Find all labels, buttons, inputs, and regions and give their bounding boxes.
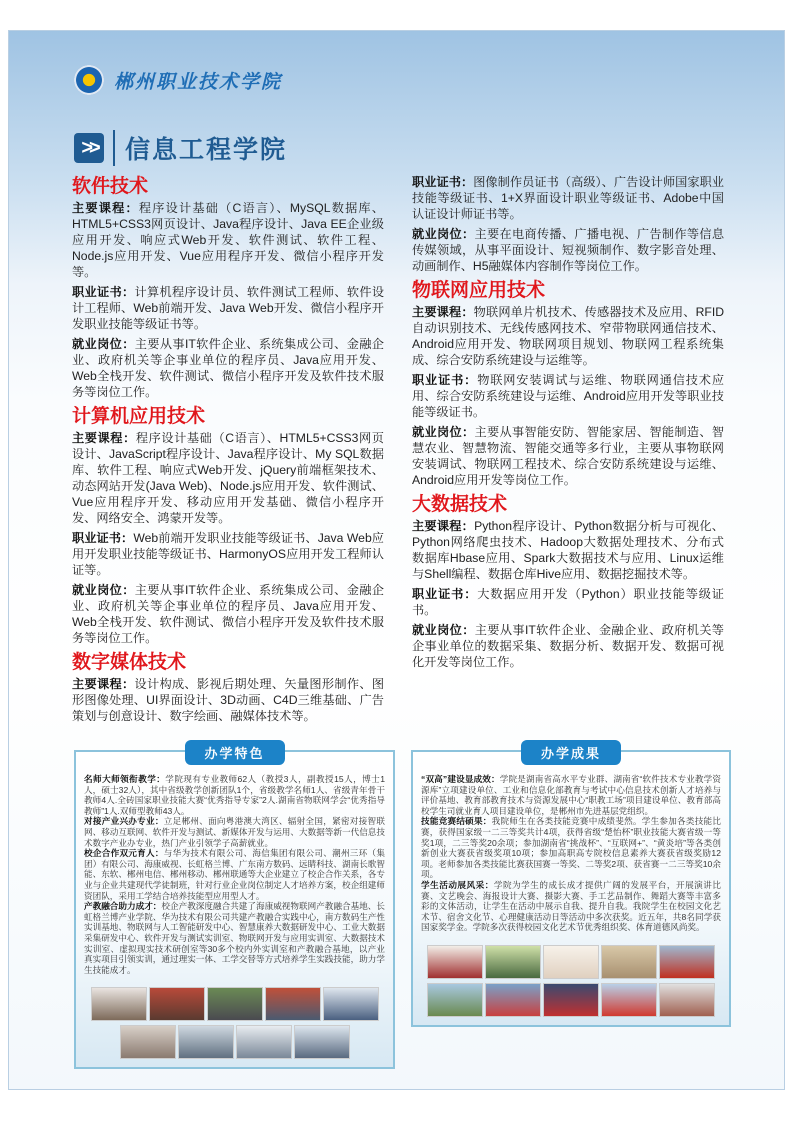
paragraph-label: 技能竞赛结硕果： [421, 816, 492, 827]
features-box [74, 746, 395, 1069]
photo [91, 987, 147, 1021]
paragraph-text: 学院现有专业教师62人（教授3人，副教授15人，博士1人，硕士32人），其中省级教学创新团队1个，省级教学名师1人、省级青年骨干教师4人.全砖国家职业技能大赛“优秀指导专家”2人.湖南省物联网学会“优秀指导教师”1人.双师型教师43人。 [84, 774, 385, 816]
achievements-body [421, 774, 721, 933]
features-photos-row [84, 1025, 385, 1059]
paragraph-text: Python程序设计、Python数据分析与可视化、Python网络爬虫技术、Hadoop大数据处理技术、分布式数据库Hbase应用、Spark大数据技术与应用、Linux运维与Shell编程、数据仓库Hive应用、数据挖掘技术等。 [412, 519, 724, 581]
photo [207, 987, 263, 1021]
paragraph-label: 主要课程： [412, 305, 474, 319]
paragraph-label: 名师大师领衔教学： [84, 774, 166, 784]
paragraph-label: 就业岗位： [412, 425, 475, 439]
paragraph-text: 主要从事IT软件企业、系统集成公司、金融企业、政府机关等企事业单位的程序员、Java应用开发、Web全栈开发、软件测试、微信小程序开发及软件技术服务等岗位工作。 [72, 337, 384, 399]
paragraph-text: 图像制作员证书（高级）、广告设计师国家职业技能等级证书、1+X界面设计职业等级证书、Adobe中国认证设计师证书等。 [412, 175, 724, 221]
paragraph-text: Web前端开发职业技能等级证书、Java Web应用开发职业技能等级证书、HarmonyOS应用开发工程师认证等。 [72, 531, 384, 577]
school-logo [74, 65, 282, 95]
double-chevron-icon: >> [74, 133, 104, 163]
certificate-photo [543, 945, 599, 979]
paragraph-label: 主要课程： [412, 519, 475, 533]
features-paragraph [84, 774, 385, 816]
paragraph-label: “双高”建设显成效： [421, 774, 500, 784]
paragraph-label: 职业证书： [412, 175, 474, 189]
major-heading: 数字媒体技术 [72, 652, 187, 673]
photo [601, 983, 657, 1017]
paragraph-text: 与华为技术有限公司、海信集团有限公司、潮州三环（集团）有限公司、海康威视、长虹格兰博、广东南方数码、远睛科技、湖南长歌智能、东软、郴州电信、郴州移动、郴州联通等大企业建立了校企合作关系，各专业与企业共建现代学徒制班，针对行业企业岗位制定人才培养方案，校企组建师资团队，采用工学结合培养技能型应用型人才。 [84, 848, 385, 901]
paragraph-text: 程序设计基础（C语言）、HTML5+CSS3网页设计、JavaScript程序设计、Java程序设计、My SQL数据库、软件工程、响应式Web开发、jQuery前端框架技术、动态网站开发(Java Web)、Node.js应用开发、软件测试、Vue应用程序开发、移动应用开发基础、微信小程序开发、网络安全、鸿蒙开发等。 [72, 431, 384, 525]
photo [543, 983, 599, 1017]
paragraph-text: 物联网安装调试与运维、物联网通信技术应用、综合安防系统建设与运维、Android应用开发等职业技能等级证书。 [412, 373, 725, 419]
major-heading: 计算机应用技术 [72, 406, 206, 427]
photo [120, 1025, 176, 1059]
features-paragraph [84, 816, 385, 848]
paragraph-label: 产教融合助力成才： [84, 901, 162, 912]
photo [427, 945, 483, 979]
major-paragraph [412, 424, 724, 488]
paragraph-label: 主要课程： [72, 201, 139, 215]
major-heading: 大数据技术 [412, 494, 508, 515]
paragraph-text: 计算机程序设计员、软件测试工程师、软件设计工程师、Web前端开发、Java Web开发、微信小程序开发职业技能等级证书等。 [72, 285, 385, 331]
school-emblem-icon [74, 65, 104, 95]
major-paragraph [412, 622, 724, 670]
paragraph-text: 主要从事智能安防、智能家居、智能制造、智慧农业、智慧物流、智能交通等多行业，主要从事物联网安装调试、物联网工程技术、综合安防系统建设与运维、Android应用开发等岗位工作。 [412, 425, 725, 487]
paragraph-label: 职业证书： [412, 373, 478, 387]
achievements-photos-row [421, 983, 721, 1017]
photo [485, 983, 541, 1017]
major-heading: 软件技术 [72, 176, 149, 197]
features-paragraph [84, 848, 385, 901]
paragraph-label: 职业证书： [72, 531, 134, 545]
major-paragraph [72, 430, 384, 526]
photo [265, 987, 321, 1021]
paragraph-label: 职业证书： [72, 285, 135, 299]
achievements-box [411, 746, 731, 1027]
majors-right-column [412, 174, 724, 674]
achievements-photos-row [421, 945, 721, 979]
major-paragraph [412, 174, 724, 222]
features-paragraph [84, 901, 385, 975]
photo [659, 983, 715, 1017]
paragraph-label: 就业岗位： [412, 227, 475, 241]
paragraph-label: 对接产业兴办专业： [84, 816, 164, 827]
department-title [74, 130, 287, 166]
paragraph-text: 设计构成、影视后期处理、矢量图形制作、图形图像处理、UI界面设计、3D动画、C4D三维基础、广告策划与创意设计、数字绘画、融媒体技术等。 [72, 677, 385, 723]
photo [178, 1025, 234, 1059]
paragraph-label: 就业岗位： [412, 623, 475, 637]
paragraph-label: 主要课程： [72, 431, 136, 445]
paragraph-text: 我院师生在各类技能竞赛中成绩斐然。学生参加各类技能比赛，获得国家级一二三等奖共计4项，获得省级“楚怡杯”职业技能大赛省级一等奖1项，二三等奖20余项；参加湖南省“挑战杯”、“互联网+”、“黄炎培”等各类创新创业大赛获省级奖项10项；参加高职高专院校信息素养大赛获省级奖励12项。老师参加各类技能比赛获国赛一等奖、二等奖2项、获省赛一二三等奖10余项。 [421, 816, 721, 880]
photo [485, 945, 541, 979]
photo [323, 987, 379, 1021]
photo [659, 945, 715, 979]
paragraph-label: 就业岗位： [72, 583, 135, 597]
paragraph-text: 主要从事IT软件企业、金融企业、政府机关等企事业单位的数据采集、数据分析、数据开发、数据可视化开发等岗位工作。 [412, 623, 724, 669]
photo [294, 1025, 350, 1059]
divider [113, 130, 115, 166]
major-heading: 物联网应用技术 [412, 280, 546, 301]
majors-left-column [72, 174, 384, 728]
paragraph-label: 职业证书： [412, 587, 478, 601]
photo [427, 983, 483, 1017]
major-paragraph [72, 676, 384, 724]
department-name: 信息工程学院 [125, 136, 288, 164]
features-title: 办学特色 [184, 740, 284, 765]
photo [601, 945, 657, 979]
paragraph-text: 主要从事IT软件企业、系统集成公司、金融企业、政府机关等企事业单位的程序员、Java应用开发、Web全栈开发、软件测试、微信小程序开发及软件技术服务等岗位工作。 [72, 583, 384, 645]
major-paragraph [72, 284, 384, 332]
paragraph-text: 大数据应用开发（Python）职业技能等级证书。 [412, 587, 724, 617]
paragraph-text: 学院为学生的成长成才提供广阔的发展平台，开展演讲比赛、文艺晚会、海报设计大赛、摄影大赛、手工艺品制作、舞蹈大赛等丰富多彩的文体活动，让学生在活动中展示自我、提升自我。我院学生在校园文化艺术节、宿舍文化节、心理健康活动日等活动中多次获奖。近五年，共8名同学获国家奖学金。学院多次获得校园文化艺术节优秀组织奖、体育道德风尚奖。 [421, 879, 721, 933]
achievements-title: 办学成果 [521, 740, 621, 765]
major-paragraph [412, 372, 724, 420]
photo [149, 987, 205, 1021]
achievements-paragraph [421, 774, 721, 816]
major-paragraph [72, 336, 384, 400]
paragraph-text: 物联网单片机技术、传感器技术及应用、RFID自动识别技术、无线传感网技术、窄带物联网通信技术、Android应用开发、物联网项目规划、物联网工程系统集成、综合安防系统建设与运维等。 [412, 305, 725, 367]
achievements-paragraph [421, 880, 721, 933]
paragraph-label: 校企合作双元育人： [84, 848, 164, 859]
paragraph-label: 学生活动展风采： [421, 879, 494, 890]
major-paragraph [412, 518, 724, 582]
features-photos-row [84, 987, 385, 1021]
paragraph-label: 就业岗位： [72, 337, 135, 351]
achievements-paragraph [421, 816, 721, 880]
paragraph-text: 主要在电商传播、广播电视、广告制作等信息传媒领域，从事平面设计、短视频制作、数字影音处理、动画制作、H5融媒体内容制作等岗位工作。 [412, 227, 725, 273]
major-paragraph [72, 530, 384, 578]
paragraph-text: 立足郴州、面向粤港澳大湾区、辐射全国，紧密对接智联网、移动互联网、软件开发与测试、新媒体开发与运用、大数据等新一代信息技术数字产业办专业，热门产业引领学子高薪就业。 [84, 816, 385, 848]
major-paragraph [412, 586, 724, 618]
major-paragraph [72, 582, 384, 646]
school-name: 郴州职业技术学院 [114, 70, 283, 93]
major-paragraph [412, 226, 724, 274]
major-paragraph [412, 304, 724, 368]
major-paragraph [72, 200, 384, 280]
paragraph-label: 主要课程： [72, 677, 135, 691]
paragraph-text: 学院是湖南省高水平专业群、湖南省“软件技术专业教学资源库”立项建设单位、工业和信息化部教育与考试中心信息技术创新人才培养与评价基地、教育部教育技术与资源发展中心“职教工场”项目建设单位、教育部高校学生司就业育人项目建设单位，是郴州市先进基层党组织。 [421, 774, 721, 816]
photo [236, 1025, 292, 1059]
paragraph-text: 校企产教深度融合共建了海康威视物联网产教融合基地、长虹格兰博产业学院、华为技术有限公司共建产教融合实践中心，南方数码生产性实训基地、物联网与人工智能研发中心、智慧康养大数据研发中心、工业大数据采集研发中心、软件开发与测试实训室、物联网开发与应用实训室、大数据技术实训室、虚拟现实技术研创室等30多个校内外实训室和产教融合基地，以产业真实项目引领实训，通过理实一体、工学交替等方式培养学生实践技能，助力学生技能成才。 [84, 901, 385, 975]
features-body [84, 774, 385, 975]
paragraph-text: 程序设计基础（C语言）、MySQL数据库、HTML5+CSS3网页设计、Java程序设计、Java EE企业级应用开发、响应式Web开发、软件测试、软件工程、Node.js应用开发、Vue应用程序开发、微信小程序开发等。 [72, 201, 384, 279]
